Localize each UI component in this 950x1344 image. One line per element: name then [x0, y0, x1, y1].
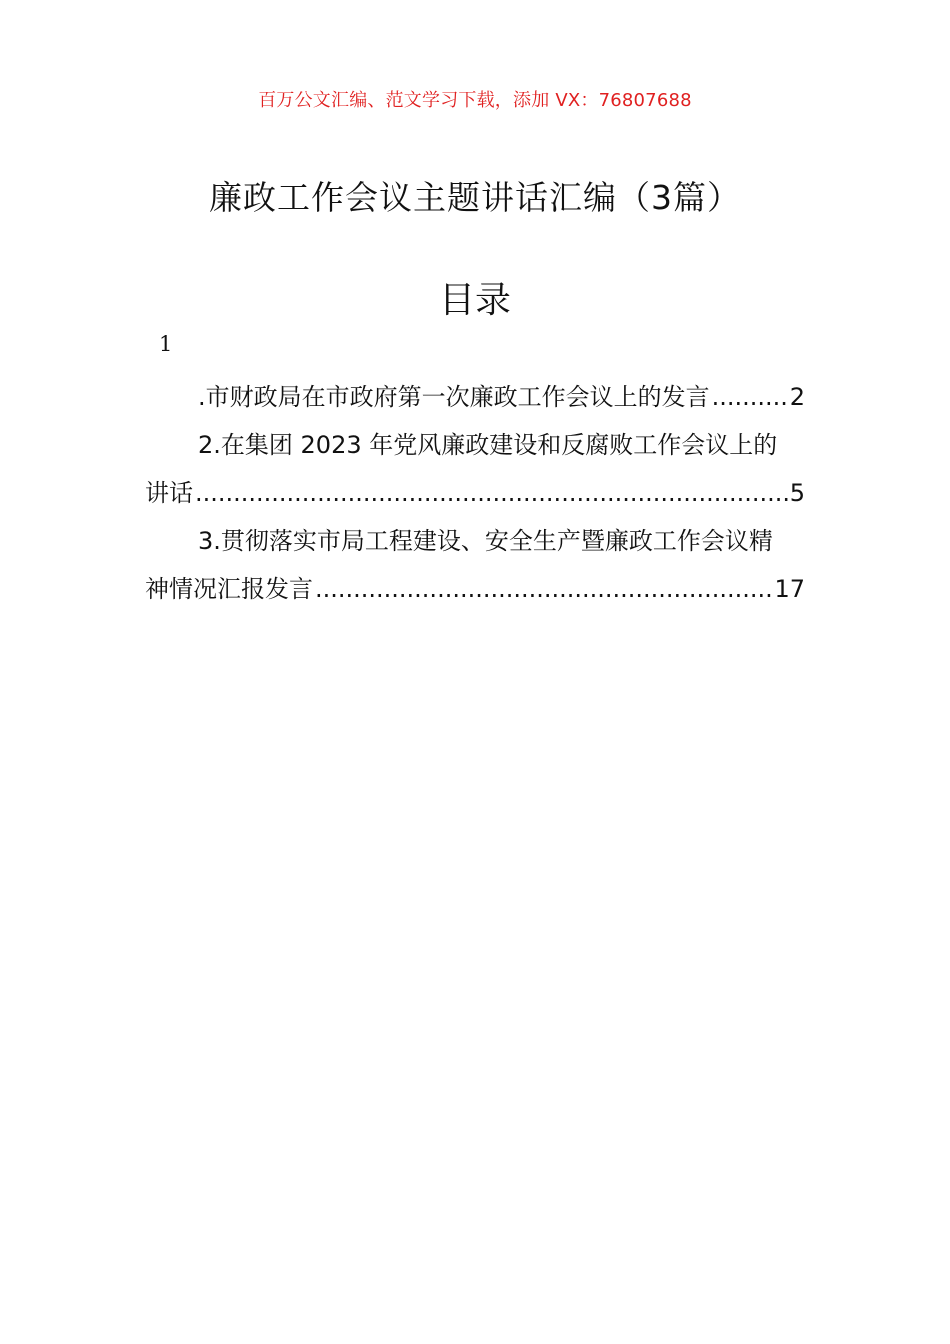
toc-leader-dots — [195, 469, 788, 517]
toc-entry-2-text-2: 讲话 — [145, 479, 193, 507]
toc-entry-3-text-1: 3.贯彻落实市局工程建设、安全生产暨廉政工作会议精 — [198, 527, 773, 555]
toc-entry-3-text-2: 神情况汇报发言 — [145, 575, 313, 603]
toc-entry-3-line-2[interactable] — [145, 565, 805, 613]
table-of-contents — [145, 373, 805, 613]
toc-entry-2-text-1: 2.在集团 2023 年党风廉政建设和反腐败工作会议上的 — [198, 431, 778, 459]
toc-stray-number: 1 — [159, 332, 173, 356]
toc-entry-2-page: 5 — [789, 479, 805, 507]
toc-entry-1-page: 2 — [789, 383, 805, 411]
toc-leader-dots — [712, 373, 788, 421]
toc-entry-2-line-1[interactable] — [145, 421, 805, 469]
header-watermark-note: 百万公文汇编、范文学习下载，添加 VX：76807688 — [258, 90, 692, 111]
toc-entry-1-text: .市财政局在市政府第一次廉政工作会议上的发言 — [198, 383, 710, 411]
toc-entry-3-page: 17 — [774, 575, 805, 603]
toc-entry-1[interactable] — [145, 373, 805, 421]
document-title: 廉政工作会议主题讲话汇编（3篇） — [209, 178, 741, 217]
toc-leader-dots — [315, 565, 772, 613]
toc-entry-2-line-2[interactable] — [145, 469, 805, 517]
toc-heading: 目录 — [438, 280, 511, 321]
toc-entry-3-line-1[interactable] — [145, 517, 805, 565]
